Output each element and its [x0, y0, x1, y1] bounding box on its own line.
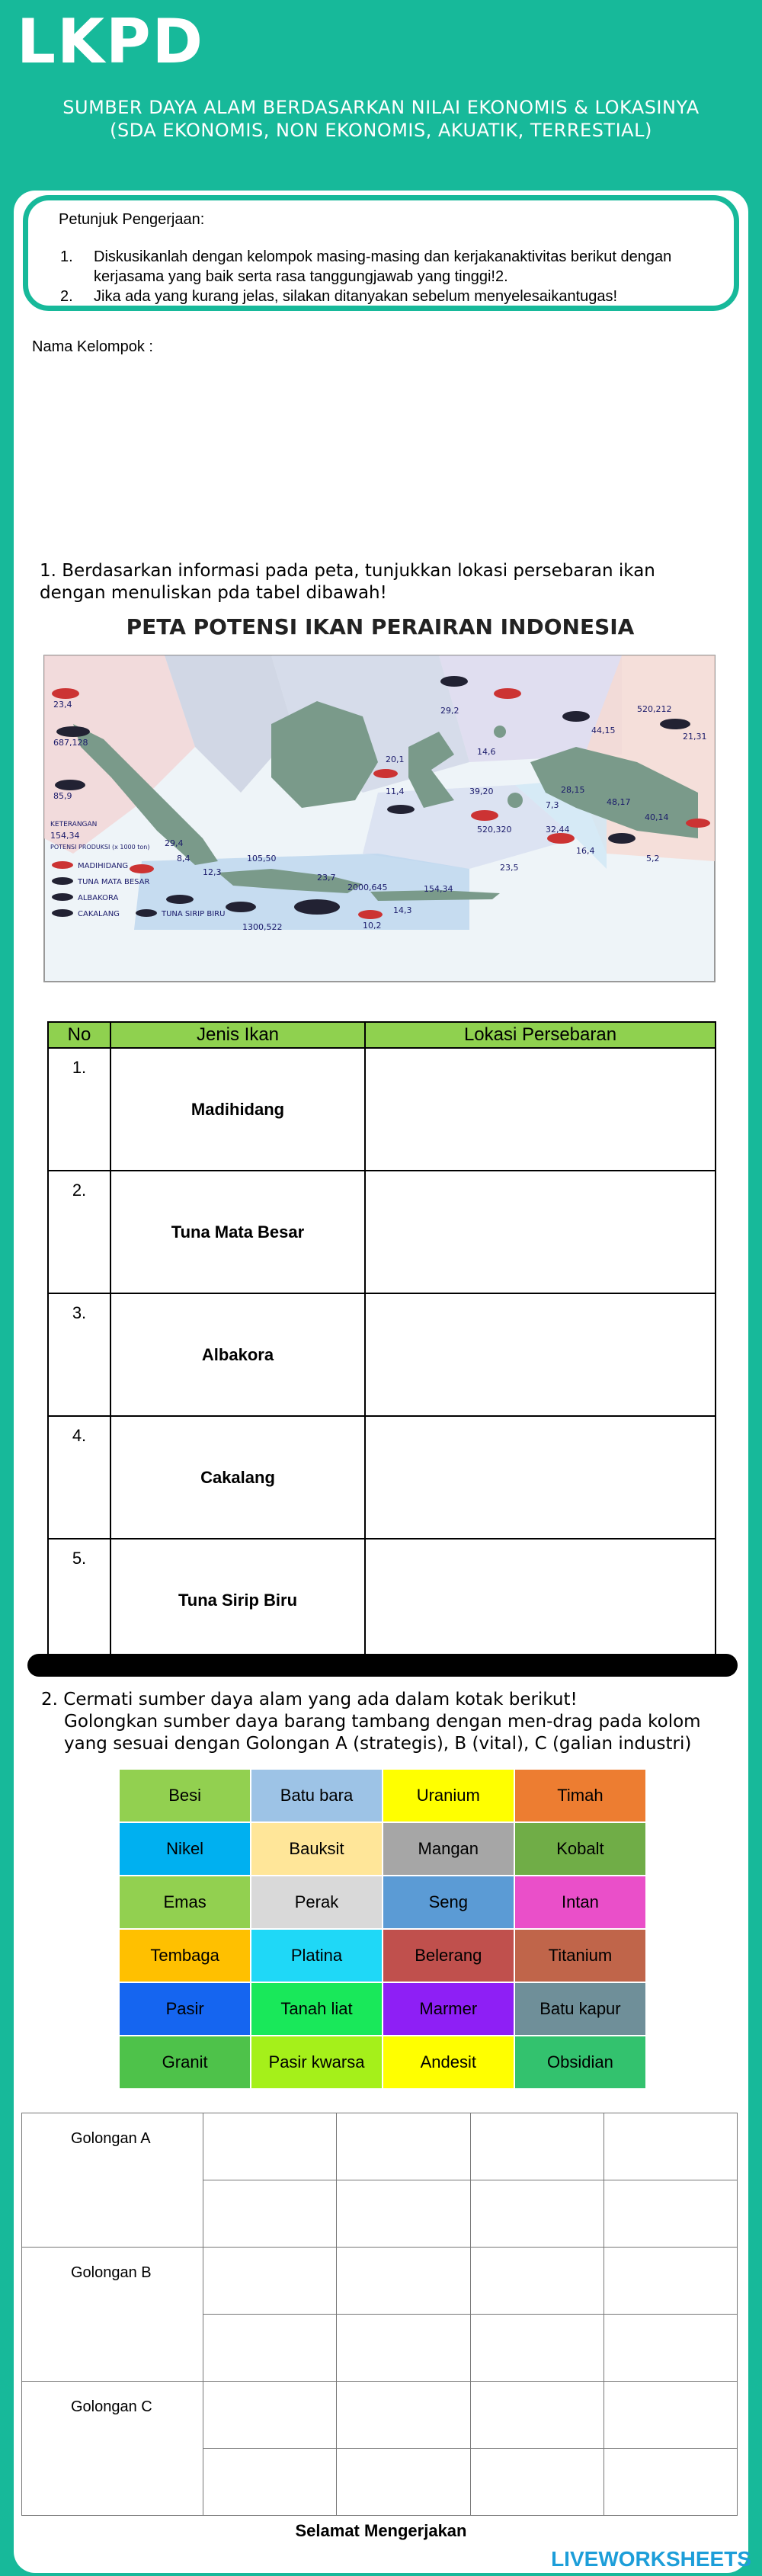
- legend-item: TUNA MATA BESAR: [78, 878, 150, 886]
- mineral-drag-grid: [118, 1768, 647, 2090]
- legend-item: MADIHIDANG: [78, 862, 129, 870]
- fish-marker: [55, 780, 85, 790]
- instructions-title: Petunjuk Pengerjaan:: [59, 211, 205, 228]
- map-value: 520,320: [477, 825, 512, 835]
- mineral-tile[interactable]: Intan: [514, 1876, 646, 1929]
- mineral-row: [119, 1876, 646, 1929]
- drop-zone[interactable]: [604, 2382, 737, 2449]
- instruction-number: 1.: [60, 248, 73, 265]
- mineral-tile[interactable]: Pasir: [119, 1982, 251, 2036]
- mineral-tile[interactable]: Titanium: [514, 1929, 646, 1982]
- map-value: 85,9: [53, 791, 72, 801]
- map-title: PETA POTENSI IKAN PERAIRAN INDONESIA: [126, 614, 635, 639]
- legend-potential-value: 154,34: [50, 831, 80, 841]
- drop-zone[interactable]: [337, 2248, 470, 2315]
- fish-marker: [660, 719, 690, 729]
- indonesia-fish-map: [43, 610, 718, 983]
- map-value: 7,3: [546, 800, 559, 810]
- drop-zone[interactable]: [470, 2382, 604, 2449]
- table-row: [48, 1416, 716, 1539]
- mineral-tile[interactable]: Nikel: [119, 1822, 251, 1876]
- mineral-row: [119, 1982, 646, 2036]
- map-value: 29,4: [165, 838, 184, 848]
- group-name-input[interactable]: [198, 335, 655, 358]
- mineral-tile[interactable]: Marmer: [383, 1982, 514, 2036]
- drop-zone[interactable]: [470, 2449, 604, 2516]
- drop-zone[interactable]: [203, 2382, 337, 2449]
- map-value: 44,15: [591, 726, 616, 735]
- map-value: 39,20: [469, 787, 494, 796]
- group-row: [22, 2382, 738, 2449]
- mineral-row: [119, 1929, 646, 1982]
- map-value: 23,5: [500, 863, 519, 873]
- drop-zone[interactable]: [604, 2449, 737, 2516]
- map-value: 23,4: [53, 700, 72, 710]
- map-value: 12,3: [203, 867, 222, 877]
- maluku-island: [494, 726, 506, 738]
- fish-name: Tuna Mata Besar: [110, 1171, 365, 1293]
- mineral-tile[interactable]: Belerang: [383, 1929, 514, 1982]
- drop-zone[interactable]: [337, 2113, 470, 2180]
- location-answer-field[interactable]: [365, 1416, 716, 1539]
- mineral-row: [119, 1822, 646, 1876]
- table-row: [48, 1171, 716, 1293]
- question-2-line: Golongkan sumber daya barang tambang dengan men-drag pada kolom: [64, 1712, 701, 1732]
- liveworksheets-logo[interactable]: [551, 2547, 751, 2571]
- mineral-tile[interactable]: Batu kapur: [514, 1982, 646, 2036]
- group-label: Golongan A: [22, 2113, 203, 2248]
- group-row: [22, 2248, 738, 2315]
- row-number: 3.: [48, 1293, 110, 1416]
- drop-zone[interactable]: [337, 2382, 470, 2449]
- fish-marker: [373, 769, 398, 778]
- instruction-text: Diskusikanlah dengan kelompok masing-masing dan kerjakanaktivitas berikut dengan kerjasama yang baik serta rasa tanggungjawab yang tinggi!2.: [94, 248, 672, 285]
- legend-heading: KETERANGAN: [50, 821, 98, 828]
- legend-item: CAKALANG: [78, 910, 120, 918]
- drop-zone[interactable]: [470, 2113, 604, 2180]
- fish-marker: [358, 910, 383, 919]
- map-value: 687,128: [53, 738, 88, 748]
- map-value: 1300,522: [242, 922, 283, 932]
- location-answer-field[interactable]: [365, 1293, 716, 1416]
- fish-marker: [547, 833, 575, 844]
- mineral-tile[interactable]: Pasir kwarsa: [251, 2036, 382, 2089]
- mineral-tile[interactable]: Timah: [514, 1769, 646, 1822]
- location-answer-field[interactable]: [365, 1171, 716, 1293]
- map-value: 11,4: [386, 787, 405, 796]
- question-2-line: yang sesuai dengan Golongan A (strategis), B (vital), C (galian industri): [64, 1734, 692, 1754]
- row-number: 5.: [48, 1539, 110, 1661]
- instructions-box: [23, 195, 739, 311]
- drop-zone[interactable]: [203, 2113, 337, 2180]
- fish-marker: [52, 688, 79, 699]
- mineral-tile[interactable]: Kobalt: [514, 1822, 646, 1876]
- mineral-row: [119, 2036, 646, 2089]
- map-value: 16,4: [576, 846, 595, 856]
- map-value: 28,15: [561, 785, 585, 795]
- drop-zone[interactable]: [604, 2248, 737, 2315]
- section-divider: [27, 1654, 738, 1677]
- map-value: 5,2: [646, 854, 660, 863]
- maluku-island: [507, 793, 523, 808]
- fish-marker: [226, 902, 256, 912]
- mineral-tile[interactable]: Mangan: [383, 1822, 514, 1876]
- drop-zone[interactable]: [203, 2180, 337, 2248]
- fish-marker: [166, 895, 194, 904]
- map-value: 23,7: [317, 873, 336, 883]
- map-value: 29,2: [440, 706, 459, 716]
- mineral-tile[interactable]: Uranium: [383, 1769, 514, 1822]
- instruction-text: Jika ada yang kurang jelas, silakan ditanyakan sebelum menyelesaikantugas!: [94, 288, 618, 305]
- subtitle-line-2: (SDA EKONOMIS, NON EKONOMIS, AKUATIK, TERRESTIAL): [110, 120, 652, 141]
- map-value: 520,212: [637, 704, 672, 714]
- mineral-tile[interactable]: Granit: [119, 2036, 251, 2089]
- legend-item: TUNA SIRIP BIRU: [162, 910, 226, 918]
- question-2: [41, 1689, 742, 1755]
- map-value: 10,2: [363, 921, 382, 931]
- fish-distribution-table: [47, 1021, 716, 1662]
- fish-marker: [440, 676, 468, 687]
- row-number: 4.: [48, 1416, 110, 1539]
- mineral-tile[interactable]: Batu bara: [251, 1769, 382, 1822]
- fish-name: Tuna Sirip Biru: [110, 1539, 365, 1661]
- group-name-label: Nama Kelompok :: [32, 338, 153, 355]
- legend-item: ALBAKORA: [78, 894, 119, 902]
- table-row: [48, 1293, 716, 1416]
- legend-fish-icon: [52, 893, 73, 901]
- column-header-location: Lokasi Persebaran: [365, 1022, 716, 1048]
- brand-text: LIVEWORKSHEETS: [551, 2547, 751, 2571]
- question-2-line: 2. Cermati sumber daya alam yang ada dalam kotak berikut!: [41, 1690, 578, 1709]
- location-answer-field[interactable]: [365, 1048, 716, 1171]
- fish-name: Madihidang: [110, 1048, 365, 1171]
- page-title: LKPD: [17, 6, 205, 77]
- table-row: [48, 1539, 716, 1661]
- fish-marker: [608, 833, 636, 844]
- question-1: 1. Berdasarkan informasi pada peta, tunjukkan lokasi persebaran ikan dengan menuliskan pda tabel dibawah!: [40, 561, 655, 603]
- instruction-item: [60, 247, 719, 287]
- location-answer-field[interactable]: [365, 1539, 716, 1661]
- map-value: 8,4: [177, 854, 190, 863]
- fish-marker: [387, 805, 415, 814]
- mineral-tile[interactable]: Obsidian: [514, 2036, 646, 2089]
- fish-marker: [494, 688, 521, 699]
- drop-zone[interactable]: [203, 2248, 337, 2315]
- drop-zone[interactable]: [470, 2180, 604, 2248]
- mineral-tile[interactable]: Tembaga: [119, 1929, 251, 1982]
- mineral-tile[interactable]: Andesit: [383, 2036, 514, 2089]
- mineral-tile[interactable]: Perak: [251, 1876, 382, 1929]
- subtitle-line-1: SUMBER DAYA ALAM BERDASARKAN NILAI EKONOMIS & LOKASINYA: [62, 97, 700, 118]
- mineral-tile[interactable]: Tanah liat: [251, 1982, 382, 2036]
- drop-zone[interactable]: [470, 2315, 604, 2382]
- group-row: [22, 2113, 738, 2180]
- fish-marker: [471, 810, 498, 821]
- fish-marker: [56, 726, 90, 737]
- instruction-item: [60, 287, 719, 306]
- legend-fish-icon: [52, 909, 73, 917]
- drop-zone[interactable]: [337, 2449, 470, 2516]
- row-number: 1.: [48, 1048, 110, 1171]
- mineral-tile[interactable]: Platina: [251, 1929, 382, 1982]
- drop-zone[interactable]: [203, 2315, 337, 2382]
- group-label: Golongan B: [22, 2248, 203, 2382]
- map-value: 40,14: [645, 812, 669, 822]
- mineral-group-table: [21, 2113, 738, 2516]
- mineral-tile[interactable]: Besi: [119, 1769, 251, 1822]
- drop-zone[interactable]: [604, 2180, 737, 2248]
- map-value: 154,34: [424, 884, 453, 894]
- table-row: [48, 1048, 716, 1171]
- table-header-row: [48, 1022, 716, 1048]
- group-label: Golongan C: [22, 2382, 203, 2516]
- fish-marker: [294, 899, 340, 915]
- map-value: 14,6: [477, 747, 496, 757]
- fish-marker: [686, 819, 710, 828]
- fish-marker: [562, 711, 590, 722]
- map-value: 105,50: [247, 854, 277, 863]
- map-value: 48,17: [607, 797, 631, 807]
- fish-name: Cakalang: [110, 1416, 365, 1539]
- mineral-tile[interactable]: Seng: [383, 1876, 514, 1929]
- legend-potential-desc: POTENSI PRODUKSI (x 1000 ton): [50, 844, 150, 851]
- map-value: 2000,645: [347, 883, 388, 892]
- legend-fish-icon: [52, 877, 73, 885]
- mineral-row: [119, 1769, 646, 1822]
- map-value: 32,44: [546, 825, 570, 835]
- drop-zone[interactable]: [470, 2248, 604, 2315]
- fish-marker: [130, 864, 154, 873]
- mineral-tile[interactable]: Emas: [119, 1876, 251, 1929]
- legend-fish-icon: [52, 861, 73, 869]
- column-header-fish: Jenis Ikan: [110, 1022, 365, 1048]
- closing-text: Selamat Mengerjakan: [295, 2521, 467, 2540]
- mineral-tile[interactable]: Bauksit: [251, 1822, 382, 1876]
- drop-zone[interactable]: [604, 2315, 737, 2382]
- drop-zone[interactable]: [604, 2113, 737, 2180]
- legend-fish-icon: [136, 909, 157, 917]
- drop-zone[interactable]: [337, 2180, 470, 2248]
- drop-zone[interactable]: [203, 2449, 337, 2516]
- fish-name: Albakora: [110, 1293, 365, 1416]
- drop-zone[interactable]: [337, 2315, 470, 2382]
- map-value: 14,3: [393, 905, 412, 915]
- row-number: 2.: [48, 1171, 110, 1293]
- map-value: 21,31: [683, 732, 707, 742]
- column-header-no: No: [48, 1022, 110, 1048]
- instruction-number: 2.: [60, 288, 73, 305]
- map-value: 20,1: [386, 755, 405, 764]
